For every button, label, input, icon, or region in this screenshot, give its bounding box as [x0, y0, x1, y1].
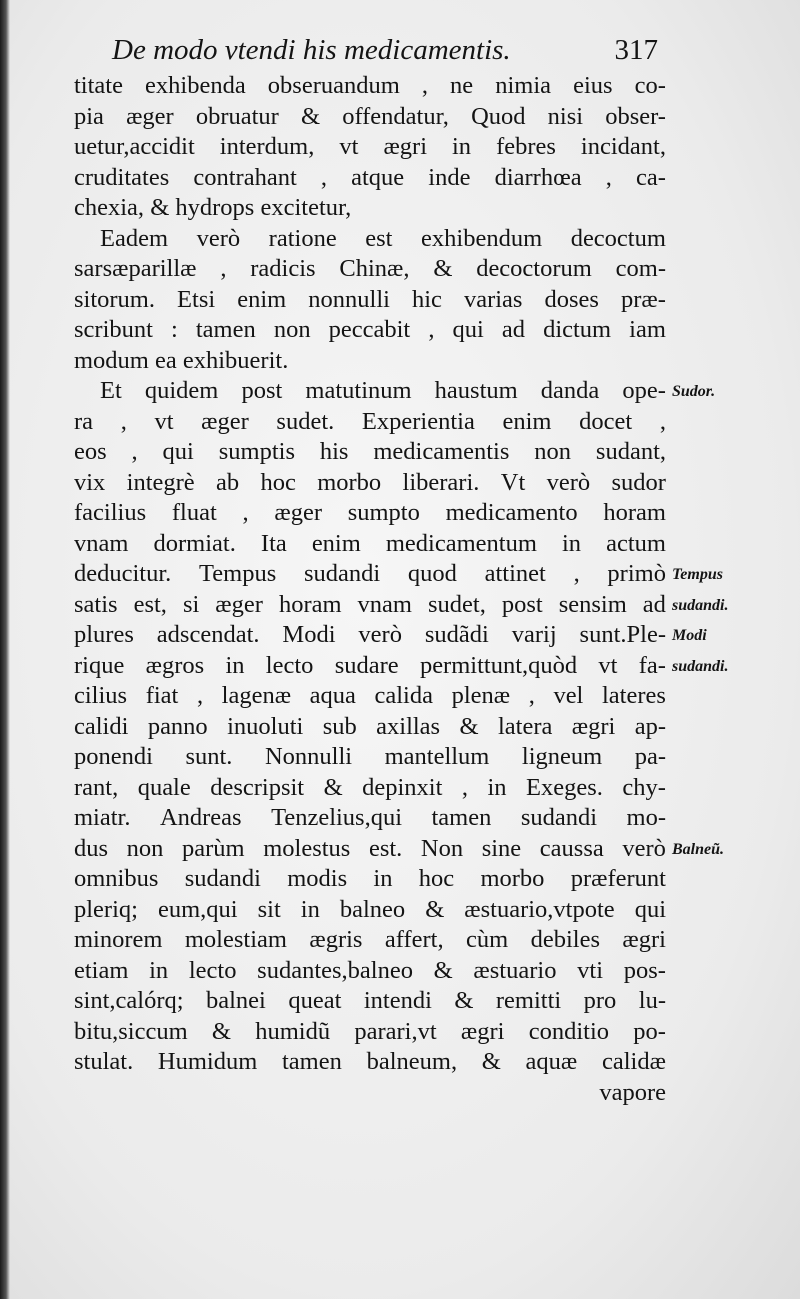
word: eius: [573, 72, 613, 99]
word: mo-: [626, 804, 666, 831]
word: miatr.: [74, 804, 131, 831]
word: Quod: [471, 102, 526, 130]
text-line: [74, 71, 666, 102]
word: ,: [659, 407, 666, 435]
text-line: [74, 773, 666, 804]
word: co-: [634, 72, 666, 99]
text-line: [74, 681, 666, 712]
word: Andreas: [159, 804, 242, 831]
text-line: [74, 651, 666, 682]
margin-note: Sudor.: [672, 383, 716, 400]
word: ,: [461, 773, 469, 801]
text-line: [74, 1047, 666, 1078]
word: balnei: [206, 987, 266, 1014]
word: pleriq;: [74, 895, 138, 923]
word: &: [150, 194, 176, 221]
word: ope-: [622, 377, 666, 404]
word: in: [487, 773, 507, 801]
word: aqua: [309, 682, 356, 709]
word: cruditates: [74, 163, 170, 191]
word: nonnulli: [308, 285, 390, 313]
margin-note: sudandi.: [672, 657, 729, 675]
word: æger: [201, 407, 249, 435]
word: tamen: [431, 804, 492, 831]
text-line: [74, 742, 666, 773]
word: affert,: [384, 926, 444, 953]
word: modis: [287, 865, 348, 892]
word: conditio: [528, 1017, 609, 1045]
word: actum: [606, 529, 666, 557]
word: enim: [502, 407, 552, 435]
text-line: [74, 956, 666, 987]
page-gutter-shadow: [0, 0, 10, 1299]
word: horam: [603, 499, 666, 526]
text-line: [74, 620, 666, 651]
word: vt: [339, 133, 359, 160]
word: offendatur,: [342, 102, 449, 130]
word: ægri: [571, 712, 616, 740]
word: sudet,: [428, 590, 486, 618]
word: quidem: [144, 377, 219, 404]
word: cùm: [465, 926, 509, 953]
word: sunt.Ple-: [579, 621, 666, 648]
word: Chinæ,: [339, 255, 410, 282]
word: exhibendum: [421, 224, 543, 252]
word: plures: [74, 621, 134, 648]
word: ab: [216, 468, 240, 496]
word: ,: [242, 499, 249, 526]
word: attinet: [484, 560, 546, 587]
text-line: [74, 498, 666, 529]
word: lagenæ: [221, 682, 292, 709]
word: sudant,: [595, 438, 666, 465]
word: ca-: [636, 163, 666, 191]
word: ,: [320, 163, 327, 191]
text-line: [74, 285, 666, 316]
word: est.: [368, 834, 403, 862]
word: decoctum: [570, 224, 666, 252]
word: sitorum.: [74, 285, 155, 313]
text-line: [74, 376, 666, 407]
word: ratione: [268, 224, 337, 252]
text-line: [74, 895, 666, 926]
word: excitetur,: [260, 194, 352, 221]
word: vix: [74, 468, 106, 496]
word: parari,vt: [354, 1017, 437, 1045]
word: sudantes,balneo: [257, 956, 413, 984]
text-line: [74, 1017, 666, 1048]
word: æger: [274, 499, 322, 526]
word: calidæ: [601, 1048, 666, 1075]
text-line: [74, 468, 666, 499]
word: verò: [546, 468, 591, 496]
word: po-: [633, 1017, 666, 1045]
text-line: [74, 986, 666, 1017]
word: nisi: [547, 102, 584, 130]
word: minorem: [74, 926, 163, 953]
word: exhibenda: [145, 72, 246, 99]
word: deducitur.: [74, 560, 172, 587]
word: facilius: [74, 499, 147, 526]
word: depinxit: [362, 773, 443, 801]
word: horam: [278, 590, 342, 618]
word: sudare: [334, 651, 399, 679]
word: dormiat.: [153, 529, 236, 557]
word: rant,: [74, 773, 119, 801]
word: ra: [74, 407, 94, 435]
word: ,: [120, 407, 127, 435]
word: contrahant: [193, 163, 297, 191]
word: calida: [374, 682, 433, 709]
word: descripsit: [210, 773, 305, 801]
word: inuoluti: [227, 712, 304, 740]
word: Etsi: [177, 285, 216, 313]
text-line: [74, 712, 666, 743]
word: satis: [74, 590, 118, 618]
word: non: [273, 316, 311, 343]
word: sudãdi: [424, 621, 489, 648]
word: vti: [577, 956, 604, 984]
word: scribunt: [74, 316, 153, 343]
word: iam: [629, 316, 666, 343]
word: morbo: [480, 865, 545, 892]
word: Nonnulli: [264, 743, 353, 770]
word: stulat.: [74, 1048, 134, 1075]
word: verò: [358, 621, 402, 648]
word: queat: [288, 987, 342, 1014]
word: post: [501, 590, 543, 618]
text-line: [74, 590, 666, 621]
word: lateres: [601, 682, 666, 709]
word: in: [225, 651, 245, 679]
text-line: [74, 925, 666, 956]
word: danda: [540, 377, 600, 404]
body-text: [74, 71, 666, 1108]
word: verò: [622, 834, 666, 862]
word: &: [433, 255, 453, 282]
word: si: [182, 590, 200, 618]
word: radicis: [250, 255, 316, 282]
word: chexia,: [74, 194, 151, 221]
word: ,: [220, 255, 227, 282]
word: :: [171, 316, 178, 343]
word: diarrhœa: [494, 163, 582, 191]
word: ,: [421, 72, 428, 99]
word: bitu,siccum: [74, 1017, 188, 1045]
word: ægri: [460, 1017, 505, 1045]
word: ægros: [145, 651, 205, 679]
word: sarsæparillæ: [74, 255, 197, 282]
word: hydrops: [175, 194, 261, 221]
word: Ita: [260, 529, 287, 557]
text-line: [74, 834, 666, 865]
word: vnam: [74, 529, 129, 557]
word: sudor: [611, 468, 666, 496]
running-head: De modo vtendi his medicamentis.: [112, 34, 511, 66]
word: Tempus: [199, 560, 277, 587]
word: lecto: [265, 651, 314, 679]
word: molestiam: [184, 926, 287, 953]
word: obruatur: [195, 102, 279, 130]
word: in: [300, 895, 320, 923]
text-line: [74, 407, 666, 438]
word: sumpto: [347, 499, 420, 526]
word: non: [126, 834, 164, 862]
word: ,: [131, 438, 138, 465]
word: medicamentis: [373, 438, 510, 465]
word: rique: [74, 651, 125, 679]
text-line: [74, 346, 666, 377]
word: qui: [162, 438, 194, 465]
word: molestus: [263, 834, 351, 862]
word: sunt.: [185, 743, 233, 770]
word: pia: [74, 102, 104, 130]
word: Vt: [500, 468, 526, 496]
word: balneum,: [366, 1048, 458, 1075]
word: vt: [598, 651, 618, 679]
word: qui: [634, 895, 666, 923]
word: &: [211, 1017, 231, 1045]
word: ad: [501, 316, 525, 343]
word: axillas: [376, 712, 441, 740]
word: peccabit: [328, 316, 411, 343]
word: atque: [351, 163, 405, 191]
word: com-: [615, 255, 666, 282]
text-line: [74, 224, 666, 255]
word: fluat: [171, 499, 217, 526]
word: ,: [428, 316, 435, 343]
word: sensim: [558, 590, 627, 618]
word: incidant,: [580, 133, 666, 160]
text-line: [74, 132, 666, 163]
word: qui: [452, 316, 484, 343]
word: cilius: [74, 682, 128, 709]
text-line: [74, 102, 666, 133]
word: haustum: [434, 377, 518, 404]
word: Non: [420, 834, 464, 862]
word: matutinum: [305, 377, 412, 404]
word: &: [459, 712, 479, 740]
word: sudandi: [303, 560, 381, 587]
word: non: [534, 438, 572, 465]
word: vel: [553, 682, 584, 709]
word: Tenzelius,qui: [271, 804, 403, 831]
word: adscendat.: [156, 621, 260, 648]
word: ne: [450, 72, 474, 99]
word: medicamentum: [385, 529, 537, 557]
word: pa-: [634, 743, 666, 770]
word: Et: [100, 377, 122, 404]
word: obser-: [605, 102, 666, 130]
word: eos: [74, 438, 107, 465]
word: æstuario: [473, 956, 557, 984]
margin-note: sudandi.: [672, 596, 729, 614]
word: est: [365, 224, 393, 252]
word: Experientia: [361, 407, 475, 435]
text-line: [74, 529, 666, 560]
word: enim: [311, 529, 361, 557]
word: febres: [496, 133, 556, 160]
word: morbo: [317, 468, 382, 496]
word: tamen: [195, 316, 256, 343]
word: ,: [573, 560, 580, 587]
word: æstuario,vtpote: [464, 895, 615, 923]
word: liberari.: [402, 468, 480, 496]
word: hoc: [418, 865, 455, 892]
word: nimia: [495, 72, 552, 99]
word: docet: [579, 407, 633, 435]
word: vnam: [357, 590, 412, 618]
word: parùm: [182, 834, 245, 862]
word: hic: [411, 285, 442, 313]
word: &: [425, 895, 445, 923]
word: aquæ: [525, 1048, 578, 1075]
word: pos-: [623, 956, 666, 984]
word: æger: [215, 590, 263, 618]
word: sudet.: [276, 407, 335, 435]
margin-note: Modi: [672, 627, 707, 644]
text-line: [74, 315, 666, 346]
word: ,: [528, 682, 535, 709]
word: tamen: [282, 1048, 342, 1075]
word: ægri: [383, 133, 427, 160]
word: sint,calórq;: [74, 987, 184, 1014]
text-line: [74, 254, 666, 285]
word: enim: [237, 285, 287, 313]
word: lu-: [638, 987, 666, 1014]
word: æger: [126, 102, 174, 130]
word: uetur,accidit: [74, 133, 195, 160]
word: ægri: [622, 926, 666, 953]
word: in: [373, 865, 393, 892]
word: remitti: [495, 987, 562, 1014]
word: inde: [428, 163, 471, 191]
word: in: [561, 529, 582, 557]
word: quale: [137, 773, 191, 801]
word: chy-: [622, 773, 666, 801]
word: varij: [511, 621, 557, 648]
word: pro: [583, 987, 617, 1014]
word: sub: [322, 712, 357, 740]
word: est,: [133, 590, 167, 618]
word: lecto: [188, 956, 237, 984]
word: varias: [463, 285, 523, 313]
word: dus: [74, 834, 109, 862]
word: præ-: [621, 285, 666, 313]
text-line: [74, 163, 666, 194]
word: sine: [481, 834, 522, 862]
word: hoc: [260, 468, 296, 496]
word: eum,qui: [157, 895, 238, 923]
word: sudandi: [520, 804, 598, 831]
text-line: [74, 559, 666, 590]
word: ligneum: [521, 743, 603, 770]
word: debiles: [530, 926, 600, 953]
word: Humidum: [157, 1048, 258, 1075]
text-line: [74, 864, 666, 895]
word: obseruandum: [267, 72, 400, 99]
word: quod: [407, 560, 457, 587]
word: titate: [74, 72, 123, 99]
margin-note: Tempus: [672, 566, 723, 583]
word: modum: [74, 346, 155, 374]
word: permittunt,quòd: [419, 651, 578, 679]
word: ponendi: [74, 743, 153, 770]
word: Modi: [282, 621, 336, 648]
word: his: [319, 438, 349, 465]
word: decoctorum: [476, 255, 592, 282]
word: verò: [196, 224, 241, 252]
margin-note: Balneũ.: [672, 840, 725, 858]
word: &: [454, 987, 474, 1014]
word: sudandi: [184, 865, 261, 892]
word: præferunt: [570, 865, 666, 892]
text-line: [74, 437, 666, 468]
word: humidũ: [255, 1017, 331, 1045]
word: calidi: [74, 712, 129, 740]
word: &: [481, 1048, 501, 1075]
word: ,: [196, 682, 204, 709]
word: omnibus: [74, 865, 159, 892]
word: in: [452, 133, 472, 160]
word: ea: [155, 346, 183, 374]
text-line: [74, 803, 666, 834]
word: in: [149, 956, 169, 984]
word: post: [241, 377, 283, 404]
word: vapore: [599, 1078, 666, 1106]
word: plenæ: [451, 682, 511, 709]
page-header: [112, 30, 658, 70]
word: ap-: [634, 712, 666, 740]
word: caussa: [539, 834, 604, 862]
word: latera: [497, 712, 553, 740]
word: doses: [544, 285, 599, 313]
word: medicamento: [445, 499, 578, 526]
word: dictum: [543, 316, 612, 343]
word: &: [433, 956, 453, 984]
word: ,: [605, 163, 612, 191]
word: interdum,: [219, 133, 315, 160]
text-line: [74, 1078, 666, 1109]
word: ægris: [309, 926, 363, 953]
word: vt: [154, 407, 174, 435]
word: &: [323, 773, 343, 801]
word: mantellum: [384, 743, 490, 770]
page-number: 317: [614, 34, 658, 66]
text-line: [74, 193, 666, 224]
word: &: [300, 102, 321, 130]
word: etiam: [74, 956, 129, 984]
word: fa-: [638, 651, 666, 679]
word: Exeges.: [526, 773, 603, 801]
word: Eadem: [100, 224, 169, 252]
word: sumptis: [218, 438, 295, 465]
word: balneo: [339, 895, 406, 923]
word: integrè: [126, 468, 195, 496]
word: ad: [642, 590, 666, 618]
word: exhibuerit.: [182, 346, 289, 374]
word: panno: [147, 712, 208, 740]
word: intendi: [363, 987, 432, 1014]
word: primò: [607, 560, 666, 587]
word: sit: [257, 895, 281, 923]
word: fiat: [145, 682, 179, 709]
